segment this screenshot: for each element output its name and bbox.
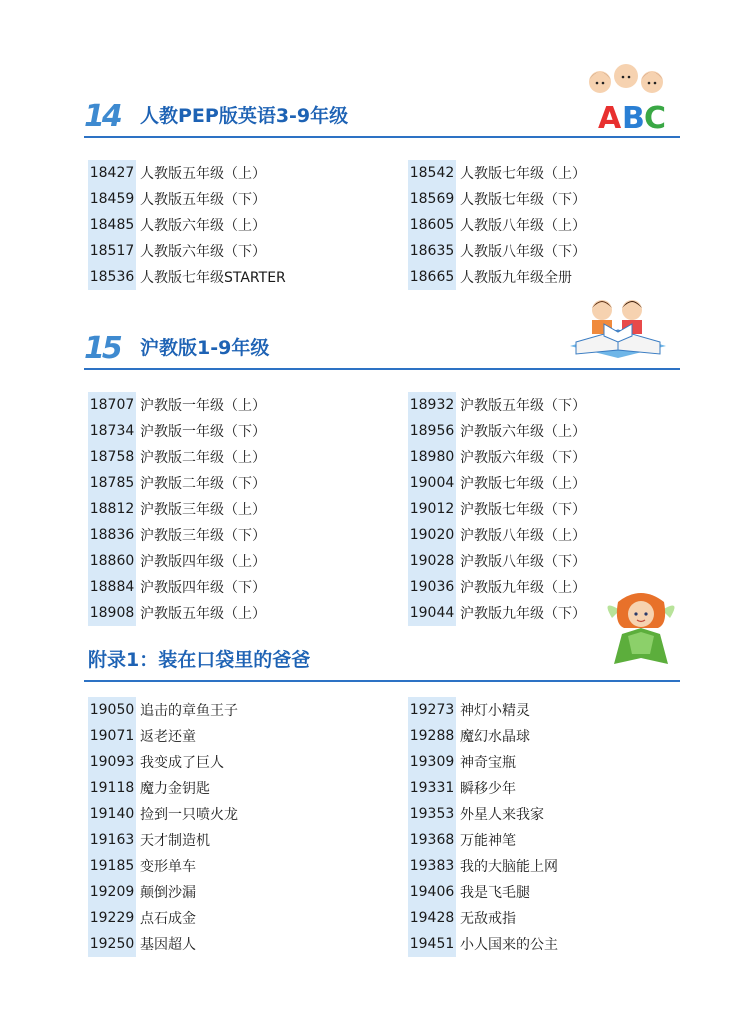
item-code: 18542 xyxy=(408,160,456,186)
list-item xyxy=(408,264,586,290)
item-code: 19309 xyxy=(408,749,456,775)
section-14-left-list xyxy=(88,160,286,290)
item-code: 19331 xyxy=(408,775,456,801)
item-code: 18605 xyxy=(408,212,456,238)
item-code: 19036 xyxy=(408,574,456,600)
item-code: 18884 xyxy=(88,574,136,600)
list-item xyxy=(88,697,238,723)
item-code: 18459 xyxy=(88,186,136,212)
list-item xyxy=(88,879,238,905)
abc-kids-illustration xyxy=(580,58,672,132)
item-title: 捡到一只喷火龙 xyxy=(140,807,238,823)
item-code: 19451 xyxy=(408,931,456,957)
list-item xyxy=(408,574,586,600)
item-code: 19406 xyxy=(408,879,456,905)
item-code: 18734 xyxy=(88,418,136,444)
item-title: 沪教版四年级（下） xyxy=(140,580,266,596)
list-item xyxy=(88,264,286,290)
section-14-right-list xyxy=(408,160,586,290)
list-item xyxy=(408,723,558,749)
item-title: 人教版六年级（下） xyxy=(140,244,266,260)
list-item xyxy=(88,418,266,444)
item-title: 人教版八年级（上） xyxy=(460,218,586,234)
section-title: 附录1：装在口袋里的爸爸 xyxy=(88,649,311,671)
list-item xyxy=(408,392,586,418)
list-item xyxy=(88,574,266,600)
item-code: 19353 xyxy=(408,801,456,827)
list-item xyxy=(88,931,238,957)
item-title: 魔力金钥匙 xyxy=(140,781,210,797)
list-item xyxy=(408,212,586,238)
item-code: 18812 xyxy=(88,496,136,522)
item-code: 18707 xyxy=(88,392,136,418)
item-title: 天才制造机 xyxy=(140,833,210,849)
list-item xyxy=(408,905,558,931)
list-item xyxy=(408,444,586,470)
section-divider xyxy=(84,136,680,138)
item-title: 人教版七年级（下） xyxy=(460,192,586,208)
item-code: 19185 xyxy=(88,853,136,879)
list-item xyxy=(408,496,586,522)
item-code: 18427 xyxy=(88,160,136,186)
list-item xyxy=(88,749,238,775)
item-title: 人教版七年级STARTER xyxy=(140,270,286,286)
list-item xyxy=(88,212,286,238)
item-title: 颠倒沙漏 xyxy=(140,885,196,901)
item-title: 沪教版二年级（上） xyxy=(140,450,266,466)
item-title: 沪教版七年级（下） xyxy=(460,502,586,518)
item-title: 点石成金 xyxy=(140,911,196,927)
item-code: 19428 xyxy=(408,905,456,931)
list-item xyxy=(88,827,238,853)
item-title: 我是飞毛腿 xyxy=(460,885,530,901)
list-item xyxy=(408,879,558,905)
item-title: 返老还童 xyxy=(140,729,196,745)
item-code: 18665 xyxy=(408,264,456,290)
item-title: 沪教版三年级（上） xyxy=(140,502,266,518)
item-code: 18932 xyxy=(408,392,456,418)
item-title: 无敌戒指 xyxy=(460,911,516,927)
item-title: 沪教版六年级（下） xyxy=(460,450,586,466)
item-code: 18836 xyxy=(88,522,136,548)
section-header-appendix-1 xyxy=(84,636,680,676)
list-item xyxy=(408,160,586,186)
item-title: 外星人来我家 xyxy=(460,807,544,823)
item-code: 19140 xyxy=(88,801,136,827)
abc-letter: B xyxy=(622,101,645,132)
list-item xyxy=(408,801,558,827)
item-title: 神奇宝瓶 xyxy=(460,755,516,771)
item-title: 沪教版一年级（下） xyxy=(140,424,266,440)
list-item xyxy=(88,160,286,186)
item-code: 19273 xyxy=(408,697,456,723)
item-code: 19288 xyxy=(408,723,456,749)
list-item xyxy=(88,600,266,626)
abc-letter: A xyxy=(598,101,622,132)
item-code: 18517 xyxy=(88,238,136,264)
list-item xyxy=(408,775,558,801)
section-15-left-list xyxy=(88,392,266,626)
item-title: 沪教版四年级（上） xyxy=(140,554,266,570)
item-code: 19004 xyxy=(408,470,456,496)
item-code: 19093 xyxy=(88,749,136,775)
appendix-1-left-list xyxy=(88,697,238,957)
list-item xyxy=(408,853,558,879)
item-title: 万能神笔 xyxy=(460,833,516,849)
item-code: 18908 xyxy=(88,600,136,626)
item-code: 19383 xyxy=(408,853,456,879)
list-item xyxy=(88,470,266,496)
item-title: 沪教版八年级（上） xyxy=(460,528,586,544)
section-number: 15 xyxy=(84,331,120,366)
item-title: 沪教版五年级（上） xyxy=(140,606,266,622)
item-code: 19209 xyxy=(88,879,136,905)
list-item xyxy=(408,470,586,496)
list-item xyxy=(88,548,266,574)
list-item xyxy=(408,418,586,444)
list-item xyxy=(408,827,558,853)
item-title: 沪教版九年级（上） xyxy=(460,580,586,596)
item-code: 18860 xyxy=(88,548,136,574)
list-item xyxy=(408,186,586,212)
item-code: 19050 xyxy=(88,697,136,723)
list-item xyxy=(88,444,266,470)
item-code: 18980 xyxy=(408,444,456,470)
list-item xyxy=(88,392,266,418)
item-code: 19071 xyxy=(88,723,136,749)
list-item xyxy=(408,238,586,264)
item-code: 18569 xyxy=(408,186,456,212)
list-item xyxy=(408,697,558,723)
item-code: 19368 xyxy=(408,827,456,853)
item-code: 18956 xyxy=(408,418,456,444)
item-title: 人教版九年级全册 xyxy=(460,270,572,286)
item-title: 我变成了巨人 xyxy=(140,755,224,771)
item-code: 18485 xyxy=(88,212,136,238)
item-title: 沪教版七年级（上） xyxy=(460,476,586,492)
section-15-right-list xyxy=(408,392,586,626)
item-title: 人教版五年级（上） xyxy=(140,166,266,182)
item-title: 人教版六年级（上） xyxy=(140,218,266,234)
list-item xyxy=(88,905,238,931)
section-title: 人教PEP版英语3-9年级 xyxy=(140,105,349,127)
item-code: 19044 xyxy=(408,600,456,626)
item-code: 18536 xyxy=(88,264,136,290)
item-title: 神灯小精灵 xyxy=(460,703,530,719)
item-title: 沪教版九年级（下） xyxy=(460,606,586,622)
list-item xyxy=(88,801,238,827)
item-title: 沪教版一年级（上） xyxy=(140,398,266,414)
item-code: 18635 xyxy=(408,238,456,264)
item-title: 基因超人 xyxy=(140,937,196,953)
list-item xyxy=(408,749,558,775)
item-title: 人教版五年级（下） xyxy=(140,192,266,208)
list-item xyxy=(408,522,586,548)
abc-letter: C xyxy=(644,101,667,132)
list-item xyxy=(408,548,586,574)
item-title: 人教版七年级（上） xyxy=(460,166,586,182)
item-title: 魔幻水晶球 xyxy=(460,729,530,745)
list-item xyxy=(88,522,266,548)
item-title: 沪教版三年级（下） xyxy=(140,528,266,544)
item-code: 19250 xyxy=(88,931,136,957)
section-title: 沪教版1-9年级 xyxy=(140,337,270,359)
item-code: 18785 xyxy=(88,470,136,496)
list-item xyxy=(88,496,266,522)
appendix-1-right-list xyxy=(408,697,558,957)
item-code: 19118 xyxy=(88,775,136,801)
list-item xyxy=(88,186,286,212)
item-title: 追击的章鱼王子 xyxy=(140,703,238,719)
item-title: 小人国来的公主 xyxy=(460,937,558,953)
item-code: 19163 xyxy=(88,827,136,853)
item-title: 沪教版二年级（下） xyxy=(140,476,266,492)
list-item xyxy=(88,853,238,879)
item-code: 18758 xyxy=(88,444,136,470)
item-code: 19020 xyxy=(408,522,456,548)
list-item xyxy=(408,931,558,957)
section-number: 14 xyxy=(84,99,120,134)
item-title: 我的大脑能上网 xyxy=(460,859,558,875)
item-code: 19028 xyxy=(408,548,456,574)
item-title: 人教版八年级（下） xyxy=(460,244,586,260)
section-divider xyxy=(84,680,680,682)
list-item xyxy=(88,723,238,749)
item-title: 变形单车 xyxy=(140,859,196,875)
item-code: 19229 xyxy=(88,905,136,931)
item-title: 瞬移少年 xyxy=(460,781,516,797)
list-item xyxy=(408,600,586,626)
list-item xyxy=(88,775,238,801)
fairy-girl-illustration xyxy=(598,588,684,670)
item-title: 沪教版八年级（下） xyxy=(460,554,586,570)
item-code: 19012 xyxy=(408,496,456,522)
item-title: 沪教版五年级（下） xyxy=(460,398,586,414)
list-item xyxy=(88,238,286,264)
reading-kids-illustration xyxy=(566,292,670,358)
item-title: 沪教版六年级（上） xyxy=(460,424,586,440)
section-divider xyxy=(84,368,680,370)
